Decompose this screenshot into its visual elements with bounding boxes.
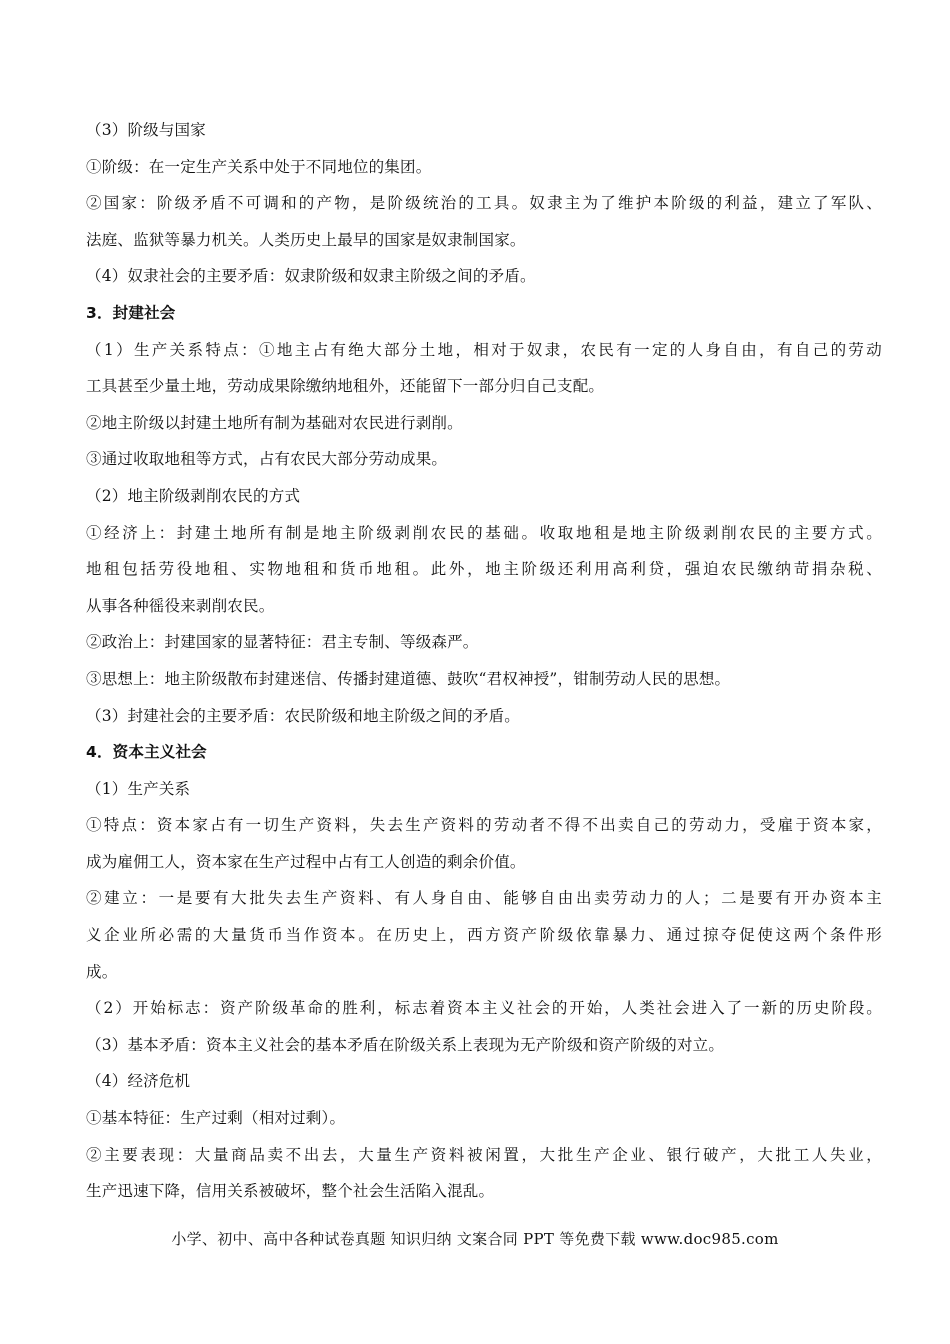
paragraph-line: 工具甚至少量土地，劳动成果除缴纳地租外，还能留下一部分归自己支配。	[86, 377, 605, 396]
page-footer: 小学、初中、高中各种试卷真题 知识归纳 文案合同 PPT 等免费下载 www.doc985.com	[171, 1230, 779, 1248]
paragraph-line: ②主要表现：大量商品卖不出去，大量生产资料被闲置，大批生产企业、银行破产，大批工人失业，	[86, 1145, 882, 1164]
subheading-exploitation-methods: （2）地主阶级剥削农民的方式	[86, 486, 301, 505]
paragraph-line: （1）生产关系特点：①地主占有绝大部分土地，相对于奴隶，农民有一定的人身自由，有自己的劳动	[86, 340, 882, 359]
paragraph-line: ①基本特征：生产过剩（相对过剩）。	[86, 1109, 346, 1128]
paragraph-line: （2）开始标志：资产阶级革命的胜利，标志着资本主义社会的开始，人类社会进入了一新的历史阶段。	[86, 999, 882, 1018]
paragraph-line: ②政治上：封建国家的显著特征：君主专制、等级森严。	[86, 633, 479, 652]
paragraph-line: 生产迅速下降，信用关系被破坏，整个社会生活陷入混乱。	[86, 1182, 495, 1201]
paragraph-line: 地租包括劳役地租、实物地租和货币地租。此外，地主阶级还利用高利贷，强迫农民缴纳苛捐杂税、	[86, 560, 882, 579]
paragraph-line: 成。	[86, 962, 118, 981]
paragraph-line: ③思想上：地主阶级散布封建迷信、传播封建道德、鼓吹“君权神授”，钳制劳动人民的思想。	[86, 669, 731, 688]
document-body	[86, 112, 882, 1210]
paragraph-line: ③通过收取地租等方式，占有农民大部分劳动成果。	[86, 450, 448, 469]
paragraph-line: 法庭、监狱等暴力机关。人类历史上最早的国家是奴隶制国家。	[86, 230, 526, 249]
paragraph-line: 义企业所必需的大量货币当作资本。在历史上，西方资产阶级依靠暴力、通过掠夺促使这两个条件形	[86, 926, 882, 945]
paragraph-line: ②建立：一是要有大批失去生产资料、有人身自由、能够自由出卖劳动力的人；二是要有开办资本主	[86, 889, 882, 908]
paragraph-line: （3）基本矛盾：资本主义社会的基本矛盾在阶级关系上表现为无产阶级和资产阶级的对立。	[86, 1035, 725, 1054]
paragraph-line: ②地主阶级以封建土地所有制为基础对农民进行剥削。	[86, 413, 463, 432]
paragraph-line: 成为雇佣工人，资本家在生产过程中占有工人创造的剩余价值。	[86, 852, 526, 871]
paragraph-line: （4）奴隶社会的主要矛盾：奴隶阶级和奴隶主阶级之间的矛盾。	[86, 267, 536, 286]
subheading-class-and-state: （3）阶级与国家	[86, 121, 206, 139]
subheading-relations-of-production: （1）生产关系	[86, 779, 191, 798]
paragraph-line: ①特点：资本家占有一切生产资料，失去生产资料的劳动者不得不出卖自己的劳动力，受雇于资本家，	[86, 816, 882, 835]
paragraph-line: 从事各种徭役来剥削农民。	[86, 596, 275, 615]
paragraph-line: ①经济上：封建土地所有制是地主阶级剥削农民的基础。收取地租是地主阶级剥削农民的主要方式。	[86, 523, 882, 542]
section-heading-capitalist-society: 4．资本主义社会	[86, 743, 207, 762]
paragraph-line: （3）封建社会的主要矛盾：农民阶级和地主阶级之间的矛盾。	[86, 706, 520, 725]
section-heading-feudal-society: 3．封建社会	[86, 303, 176, 322]
paragraph-line: ②国家：阶级矛盾不可调和的产物，是阶级统治的工具。奴隶主为了维护本阶级的利益，建立了军队、	[86, 194, 882, 213]
paragraph-line: ①阶级：在一定生产关系中处于不同地位的集团。	[86, 157, 432, 176]
subheading-economic-crisis: （4）经济危机	[86, 1072, 191, 1091]
